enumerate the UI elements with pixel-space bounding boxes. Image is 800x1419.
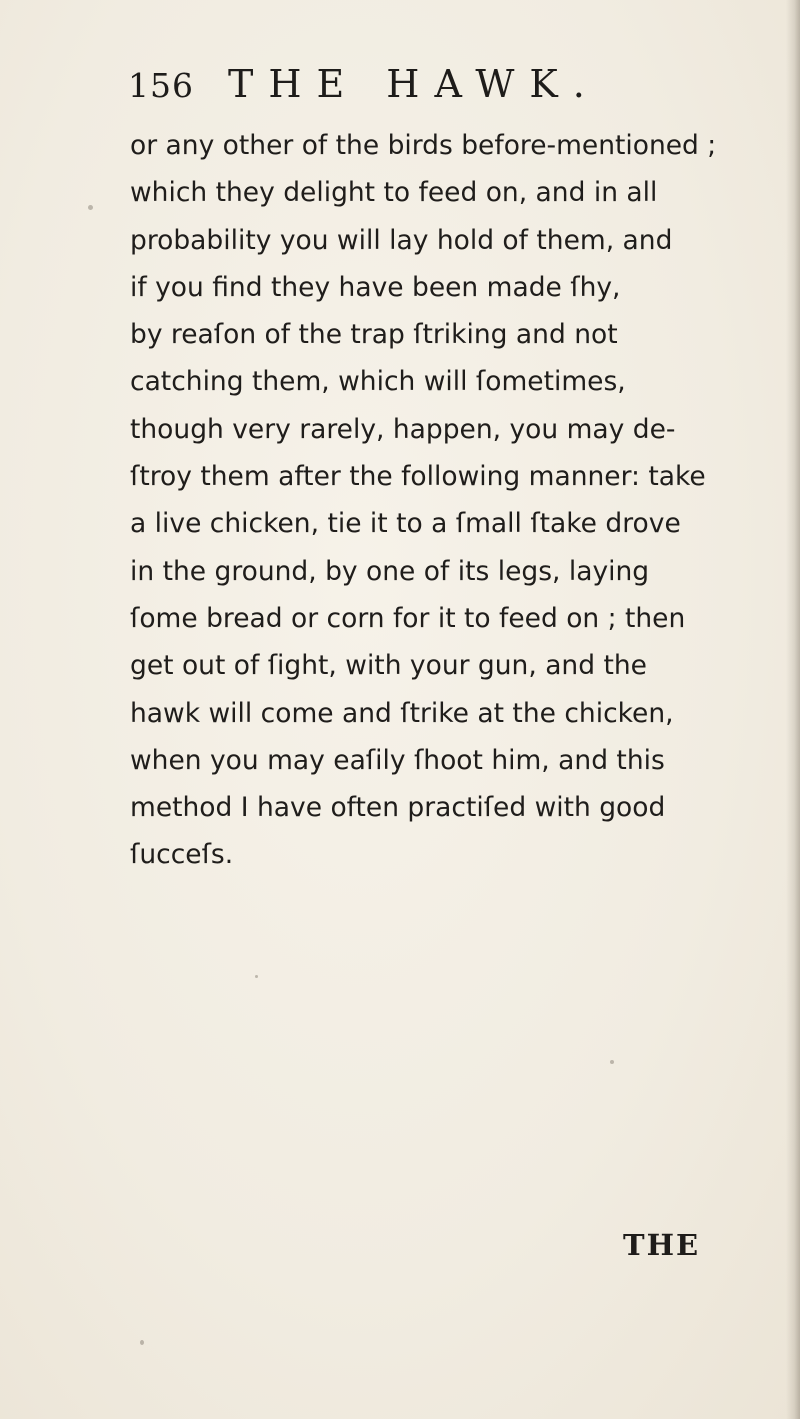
text-line: get out of ſight, with your gun, and the [130, 650, 647, 682]
paper-speck [610, 1060, 614, 1064]
running-head [128, 62, 648, 108]
body-paragraph [130, 122, 750, 879]
page-number: 156 [128, 66, 194, 105]
text-line: hawk will come and ſtrike at the chicken, [130, 697, 674, 729]
running-title: THE HAWK. [228, 62, 600, 106]
text-line: in the ground, by one of its legs, laying [130, 555, 650, 587]
text-line: ſtroy them after the following manner: take [130, 461, 706, 493]
text-line: ſucceſs. [130, 839, 234, 871]
paper-speck [140, 1340, 144, 1345]
paper-speck [88, 205, 93, 210]
text-line: if you find they have been made ſhy, [130, 271, 621, 303]
catchword: THE [623, 1228, 701, 1262]
text-line: probability you will lay hold of them, and [130, 224, 673, 256]
page-edge-shadow [786, 0, 800, 1419]
text-line: catching them, which will ſometimes, [130, 366, 626, 398]
text-line: a live chicken, tie it to a ſmall ſtake drove [130, 508, 681, 540]
text-line: method I have often practiſed with good [130, 792, 666, 824]
text-line: or any other of the birds before-mentioned ; [130, 130, 717, 161]
text-line: though very rarely, happen, you may de- [130, 413, 676, 445]
text-line: ſome bread or corn for it to feed on ; then [130, 602, 686, 634]
paper-speck [255, 975, 258, 978]
text-line: when you may eaſily ſhoot him, and this [130, 744, 665, 776]
text-line: which they delight to feed on, and in all [130, 177, 658, 209]
text-line: by reaſon of the trap ſtriking and not [130, 319, 618, 351]
